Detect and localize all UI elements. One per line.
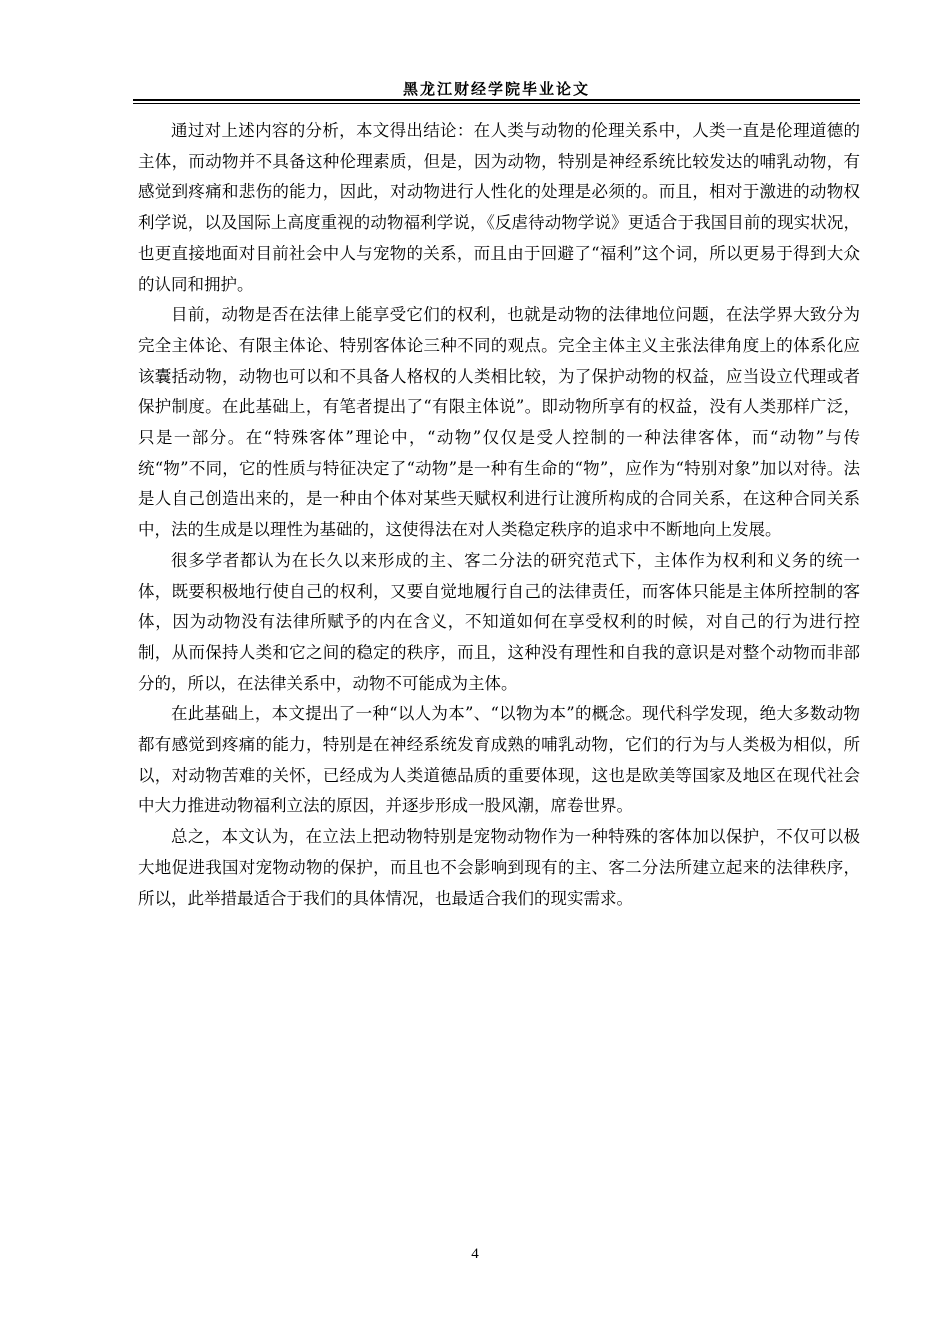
page-number: 4 (471, 1246, 479, 1262)
paragraph-5: 总之，本文认为，在立法上把动物特别是宠物动物作为一种特殊的客体加以保护，不仅可以极大地促进我国对宠物动物的保护，而且也不会影响到现有的主、客二分法所建立起来的法律秩序，所以，此举措最适合于我们的具体情况，也最适合我们的现实需求。 (138, 827, 860, 908)
paragraph-2: 目前，动物是否在法律上能享受它们的权利，也就是动物的法律地位问题，在法学界大致分为完全主体论、有限主体论、特别客体论三种不同的观点。完全主体主义主张法律角度上的体系化应该囊括动物，动物也可以和不具备人格权的人类相比较，为了保护动物的权益，应当设立代理或者保护制度。在此基础上，有笔者提出了“有限主体说”。即动物所享有的权益，没有人类那样广泛，只是一部分。在“特殊客体”理论中，“动物”仅仅是受人控制的一种法律客体，而“动物”与传统“物”不同，它的性质与特征决定了“动物”是一种有生命的“物”，应作为“特别对象”加以对待。法是人自己创造出来的，是一种由个体对某些天赋权利进行让渡所构成的合同关系，在这种合同关系中，法的生成是以理性为基础的，这使得法在对人类稳定秩序的追求中不断地向上发展。 (138, 305, 860, 540)
page-header (133, 76, 860, 104)
paragraph-3: 很多学者都认为在长久以来形成的主、客二分法的研究范式下，主体作为权利和义务的统一体，既要积极地行使自己的权利，又要自觉地履行自己的法律责任，而客体只能是主体所控制的客体，因为动物没有法律所赋予的内在含义，不知道如何在享受权利的时候，对自己的行为进行控制，从而保持人类和它之间的稳定的秩序，而且，这种没有理性和自我的意识是对整个动物而非部分的，所以，在法律关系中，动物不可能成为主体。 (138, 550, 860, 693)
header-title: 黑龙江财经学院毕业论文 (402, 80, 590, 98)
header-rule-thin (133, 103, 860, 104)
paragraph-4: 在此基础上，本文提出了一种“以人为本”、“以物为本”的概念。现代科学发现，绝大多数动物都有感觉到疼痛的能力，特别是在神经系统发育成熟的哺乳动物，它们的行为与人类极为相似，所以，对动物苦难的关怀，已经成为人类道德品质的重要体现，这也是欧美等国家及地区在现代社会中大力推进动物福利立法的原因，并逐步形成一股风潮，席卷世界。 (138, 704, 860, 816)
paragraph-1: 通过对上述内容的分析，本文得出结论：在人类与动物的伦理关系中，人类一直是伦理道德的主体，而动物并不具备这种伦理素质，但是，因为动物，特别是神经系统比较发达的哺乳动物，有感觉到疼痛和悲伤的能力，因此，对动物进行人性化的处理是必须的。而且，相对于激进的动物权利学说，以及国际上高度重视的动物福利学说，《反虐待动物学说》更适合于我国目前的现实状况，也更直接地面对目前社会中人与宠物的关系，而且由于回避了“福利”这个词，所以更易于得到大众的认同和拥护。 (138, 121, 860, 294)
header-rule-thick (133, 99, 860, 101)
body-text (138, 116, 860, 914)
